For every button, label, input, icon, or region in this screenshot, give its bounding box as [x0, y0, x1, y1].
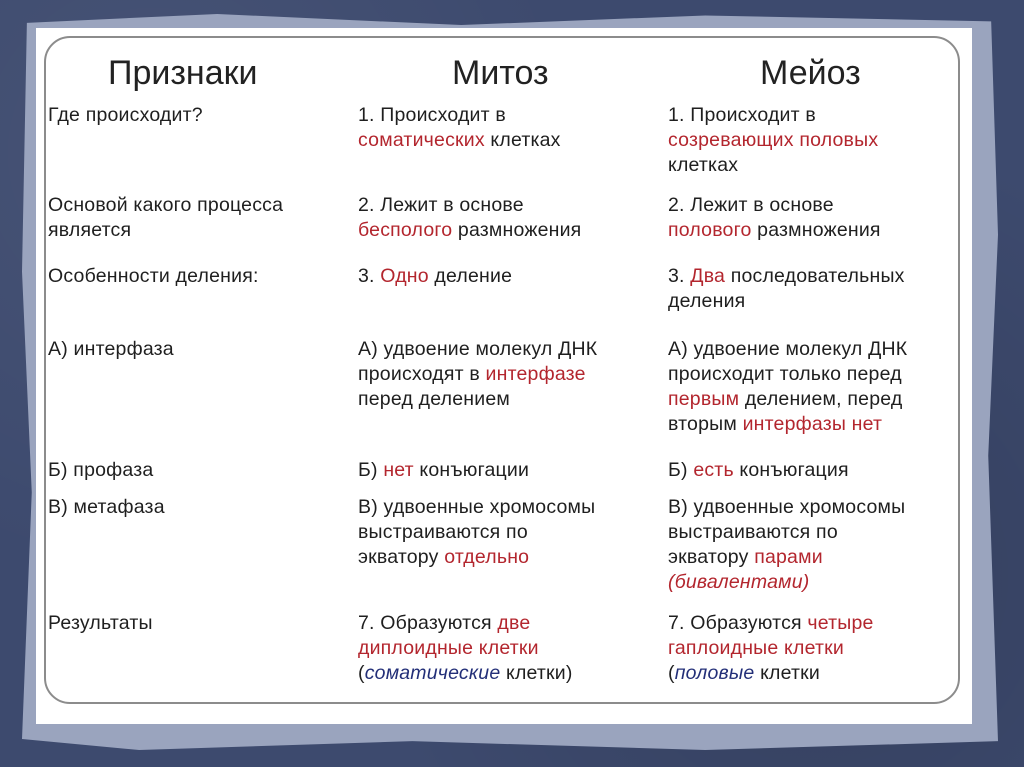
highlight-text: Два — [690, 265, 726, 287]
text-line: 1. Происходит в — [668, 104, 816, 126]
text-line — [358, 611, 573, 636]
highlight-text: интерфазы нет — [742, 413, 883, 435]
text-line: В) удвоенные хромосомы — [358, 496, 596, 518]
sign-metaphase: В) метафаза — [48, 496, 165, 518]
mitosis-basis — [358, 193, 581, 243]
text-line — [358, 264, 512, 289]
header-mitosis: Митоз — [452, 54, 549, 92]
highlight-text: (бивалентами) — [668, 571, 810, 593]
text-line: 2. Лежит в основе — [358, 194, 524, 216]
emphasis-text: соматические — [364, 662, 501, 684]
text-span: деление — [428, 265, 513, 287]
text-line: Основой какого процесса — [48, 194, 284, 216]
text-line: 2. Лежит в основе — [668, 194, 834, 216]
text-line — [668, 661, 874, 686]
text-line — [358, 458, 529, 483]
meiosis-division — [668, 264, 905, 314]
mitosis-division — [358, 264, 512, 289]
text-span: 3. — [668, 265, 691, 287]
sign-prophase: Б) профаза — [48, 459, 154, 481]
sign-division: Особенности деления: — [48, 265, 259, 287]
highlight-text: полового — [668, 219, 752, 241]
text-line — [668, 611, 874, 636]
text-line — [358, 218, 581, 243]
highlight-text: интерфазе — [485, 363, 586, 385]
header-signs: Признаки — [108, 54, 258, 92]
text-span: последовательных — [725, 265, 905, 287]
highlight-text: созревающих половых — [668, 129, 879, 151]
text-span: размножения — [751, 219, 881, 241]
text-span: клетках — [484, 129, 561, 151]
highlight-text: первым — [668, 388, 740, 410]
text-span: Б) — [668, 459, 694, 481]
sign-results: Результаты — [48, 612, 153, 634]
text-line — [358, 661, 573, 686]
text-line — [668, 387, 907, 412]
text-line: клетках — [668, 154, 739, 176]
highlight-text: парами — [754, 546, 823, 568]
meiosis-interphase — [668, 337, 907, 437]
text-line: перед делением — [358, 388, 510, 410]
meiosis-basis — [668, 193, 881, 243]
text-line: является — [48, 219, 132, 241]
text-span: конъюгации — [413, 459, 530, 481]
text-span: Б) — [358, 459, 384, 481]
text-span: ( — [358, 662, 365, 684]
text-line — [358, 362, 597, 387]
mitosis-prophase — [358, 458, 529, 483]
text-span: 7. Образуются — [358, 612, 498, 634]
text-span: клетки — [754, 662, 820, 684]
text-span: экватору — [668, 546, 755, 568]
mitosis-interphase — [358, 337, 597, 412]
text-line: происходит только перед — [668, 363, 902, 385]
highlight-text: диплоидные клетки — [358, 637, 539, 659]
highlight-text: отдельно — [444, 546, 530, 568]
text-span: размножения — [452, 219, 582, 241]
text-line: А) удвоение молекул ДНК — [668, 338, 908, 360]
sign-where: Где происходит? — [48, 104, 203, 126]
text-line: В) удвоенные хромосомы — [668, 496, 906, 518]
text-span: ( — [668, 662, 675, 684]
text-line: А) удвоение молекул ДНК — [358, 338, 598, 360]
text-line: 1. Происходит в — [358, 104, 506, 126]
text-span: делением, перед — [739, 388, 903, 410]
text-line — [668, 545, 905, 570]
meiosis-results — [668, 611, 874, 686]
highlight-text: две — [497, 612, 531, 634]
text-line — [668, 412, 907, 437]
mitosis-metaphase — [358, 495, 595, 570]
text-span: 7. Образуются — [668, 612, 808, 634]
text-line — [668, 458, 849, 483]
sign-basis — [48, 193, 283, 243]
text-span: вторым — [668, 413, 743, 435]
sign-interphase: А) интерфаза — [48, 338, 174, 360]
text-line — [668, 264, 905, 289]
text-span: 3. — [358, 265, 381, 287]
text-line: деления — [668, 290, 746, 312]
header-meiosis: Мейоз — [760, 54, 861, 92]
text-span: клетки) — [500, 662, 573, 684]
highlight-text: четыре — [807, 612, 874, 634]
text-span: происходят в — [358, 363, 486, 385]
highlight-text: Одно — [380, 265, 429, 287]
text-line: выстраиваются по — [668, 521, 838, 543]
highlight-text: бесполого — [358, 219, 453, 241]
text-line — [358, 128, 561, 153]
text-line: выстраиваются по — [358, 521, 528, 543]
text-span: экватору — [358, 546, 445, 568]
emphasis-text: половые — [674, 662, 755, 684]
text-span: конъюгация — [733, 459, 849, 481]
highlight-text: гаплоидные клетки — [668, 637, 844, 659]
highlight-text: соматических — [358, 129, 485, 151]
highlight-text: нет — [383, 459, 414, 481]
text-line — [358, 545, 595, 570]
mitosis-where — [358, 103, 561, 153]
mitosis-results — [358, 611, 573, 686]
meiosis-where — [668, 103, 878, 178]
text-line — [668, 218, 881, 243]
highlight-text: есть — [693, 459, 734, 481]
meiosis-prophase — [668, 458, 849, 483]
meiosis-metaphase — [668, 495, 905, 595]
